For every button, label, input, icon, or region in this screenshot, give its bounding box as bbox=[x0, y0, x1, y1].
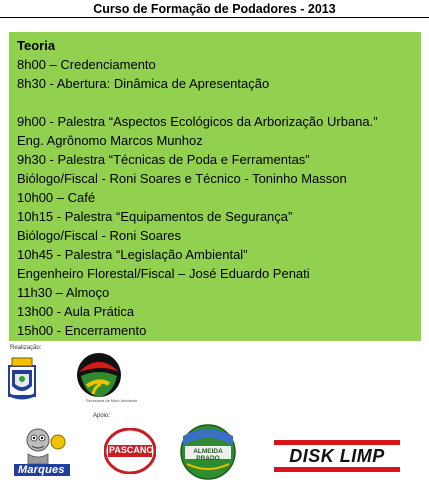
program-heading: Teoria bbox=[17, 38, 56, 53]
spacer bbox=[17, 93, 413, 112]
program-line: Biólogo/Fiscal - Roni Soares bbox=[17, 228, 182, 243]
program-line: 15h00 - Encerramento bbox=[17, 323, 147, 338]
program-line: 10h45 - Palestra “Legislação Ambiental” bbox=[17, 247, 248, 262]
pascano-logo-text: PASCANO bbox=[109, 445, 154, 455]
program-line: 10h15 - Palestra “Equipamentos de Segurança” bbox=[17, 209, 293, 224]
page-title: Curso de Formação de Podadores - 2013 bbox=[93, 1, 336, 16]
program-line: Eng. Agrônomo Marcos Munhoz bbox=[17, 133, 203, 148]
program-panel bbox=[9, 32, 421, 341]
program-line: Biólogo/Fiscal - Roni Soares e Técnico - Toninho Masson bbox=[17, 171, 347, 186]
disk-limp-logo-text: DISK LIMP bbox=[289, 446, 385, 466]
secretaria-meio-ambiente-logo bbox=[73, 350, 128, 405]
program-line: Engenheiro Florestal/Fiscal – José Eduardo Penati bbox=[17, 266, 310, 281]
program-line: 9h30 - Palestra “Técnicas de Poda e Ferramentas” bbox=[17, 152, 310, 167]
program-line: 10h00 – Café bbox=[17, 190, 96, 205]
program-line: 8h30 - Abertura: Dinâmica de Apresentação bbox=[17, 76, 270, 91]
title-bar bbox=[0, 0, 429, 18]
secretaria-caption: Secretaria de Meio Ambiente bbox=[86, 398, 138, 403]
program-line: 13h00 - Aula Prática bbox=[17, 304, 135, 319]
marques-logo-text: Marques bbox=[18, 464, 65, 476]
realizacao-label: Realização: bbox=[10, 345, 42, 351]
program-line: 8h00 – Credenciamento bbox=[17, 57, 156, 72]
program-line: 9h00 - Palestra “Aspectos Ecológicos da Arborização Urbana.” bbox=[17, 114, 378, 129]
program-line: 11h30 – Almoço bbox=[17, 285, 110, 300]
apoio-label: Apoio: bbox=[93, 413, 111, 419]
almeida-prado-logo-text: ALMEIDA PRADO bbox=[193, 448, 223, 462]
city-coat-of-arms-logo bbox=[8, 356, 36, 402]
